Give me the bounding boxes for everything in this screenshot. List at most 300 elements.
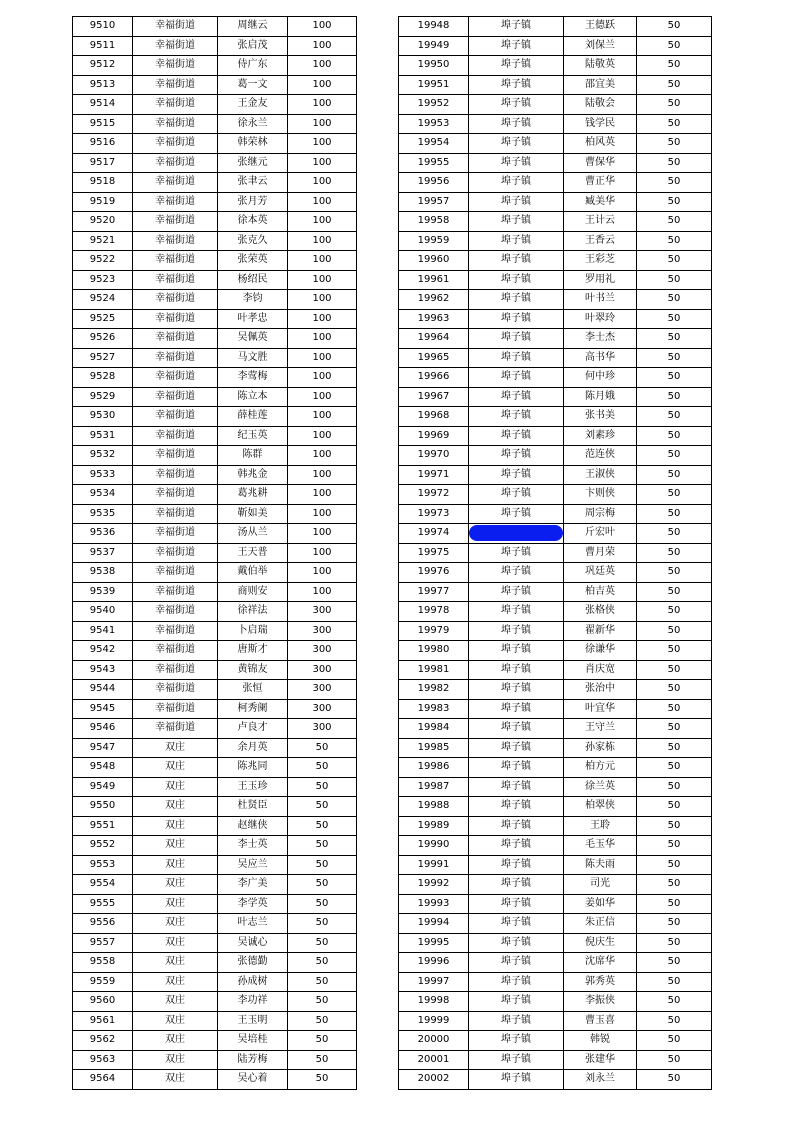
table-row: [399, 387, 712, 407]
id-cell: 9559: [73, 972, 133, 992]
region-cell: 幸福街道: [133, 17, 218, 37]
id-cell: 19951: [399, 75, 469, 95]
id-cell: 9541: [73, 621, 133, 641]
name-cell: 柏风英: [564, 134, 637, 154]
region-cell: 幸福街道: [133, 680, 218, 700]
amount-cell: 50: [288, 914, 357, 934]
name-cell: 李士英: [218, 836, 288, 856]
name-cell: 李广美: [218, 875, 288, 895]
name-cell: 钱学民: [564, 114, 637, 134]
amount-cell: 50: [637, 426, 712, 446]
region-cell: 埠子镇: [469, 75, 564, 95]
amount-cell: 50: [637, 212, 712, 232]
amount-cell: 50: [637, 602, 712, 622]
region-cell: 埠子镇: [469, 543, 564, 563]
name-cell: 翟新华: [564, 621, 637, 641]
region-cell: 双庄: [133, 1011, 218, 1031]
amount-cell: 50: [637, 1070, 712, 1090]
left-table: [72, 16, 357, 1090]
table-row: [399, 992, 712, 1012]
region-cell: 双庄: [133, 816, 218, 836]
name-cell: 张格侠: [564, 602, 637, 622]
id-cell: 19967: [399, 387, 469, 407]
table-row: [399, 36, 712, 56]
table-row: [399, 797, 712, 817]
id-cell: 19984: [399, 719, 469, 739]
id-cell: 19949: [399, 36, 469, 56]
amount-cell: 100: [288, 114, 357, 134]
table-row: [73, 972, 357, 992]
name-cell: 郭秀英: [564, 972, 637, 992]
name-cell: 张启茂: [218, 36, 288, 56]
id-cell: 19983: [399, 699, 469, 719]
id-cell: 19966: [399, 368, 469, 388]
region-cell: 埠子镇: [469, 407, 564, 427]
region-cell: 埠子镇: [469, 992, 564, 1012]
region-cell: 埠子镇: [469, 641, 564, 661]
table-row: [399, 329, 712, 349]
id-cell: 9513: [73, 75, 133, 95]
id-cell: 19965: [399, 348, 469, 368]
table-row: [399, 719, 712, 739]
table-row: [73, 953, 357, 973]
region-cell: 双庄: [133, 777, 218, 797]
table-row: [73, 543, 357, 563]
amount-cell: 50: [637, 290, 712, 310]
id-cell: 19982: [399, 680, 469, 700]
name-cell: 叶孝忠: [218, 309, 288, 329]
table-row: [73, 446, 357, 466]
table-row: [73, 134, 357, 154]
amount-cell: 50: [288, 992, 357, 1012]
amount-cell: 100: [288, 582, 357, 602]
name-cell: 柏吉英: [564, 582, 637, 602]
amount-cell: 50: [637, 56, 712, 76]
name-cell: 叶宜华: [564, 699, 637, 719]
id-cell: 9552: [73, 836, 133, 856]
id-cell: 20000: [399, 1031, 469, 1051]
table-row: [73, 309, 357, 329]
name-cell: 葛一文: [218, 75, 288, 95]
name-cell: 倪庆生: [564, 933, 637, 953]
table-row: [73, 680, 357, 700]
amount-cell: 50: [637, 192, 712, 212]
id-cell: 19990: [399, 836, 469, 856]
region-cell: 埠子镇: [469, 758, 564, 778]
table-row: [399, 894, 712, 914]
id-cell: 9557: [73, 933, 133, 953]
name-cell: 邵宜美: [564, 75, 637, 95]
table-row: [399, 1070, 712, 1090]
region-cell: 幸福街道: [133, 153, 218, 173]
id-cell: 9544: [73, 680, 133, 700]
table-row: [399, 134, 712, 154]
name-cell: 朱正信: [564, 914, 637, 934]
region-cell: 幸福街道: [133, 134, 218, 154]
amount-cell: 100: [288, 134, 357, 154]
region-cell: 双庄: [133, 797, 218, 817]
amount-cell: 50: [637, 953, 712, 973]
id-cell: 19976: [399, 563, 469, 583]
amount-cell: 50: [637, 329, 712, 349]
name-cell: 李钧: [218, 290, 288, 310]
region-cell: 埠子镇: [469, 777, 564, 797]
region-cell: 埠子镇: [469, 933, 564, 953]
name-cell: 叶翠玲: [564, 309, 637, 329]
amount-cell: 50: [637, 348, 712, 368]
region-cell: 埠子镇: [469, 426, 564, 446]
region-cell: 双庄: [133, 875, 218, 895]
amount-cell: 50: [637, 114, 712, 134]
id-cell: 19993: [399, 894, 469, 914]
name-cell: 斤宏叶: [564, 524, 637, 544]
table-row: [73, 485, 357, 505]
table-row: [399, 192, 712, 212]
id-cell: 19954: [399, 134, 469, 154]
id-cell: 9554: [73, 875, 133, 895]
amount-cell: 50: [637, 75, 712, 95]
id-cell: 9558: [73, 953, 133, 973]
region-cell: 幸福街道: [133, 485, 218, 505]
amount-cell: 50: [637, 621, 712, 641]
id-cell: 19969: [399, 426, 469, 446]
amount-cell: 50: [637, 738, 712, 758]
table-row: [73, 251, 357, 271]
name-cell: 吴心着: [218, 1070, 288, 1090]
name-cell: 李学英: [218, 894, 288, 914]
amount-cell: 300: [288, 641, 357, 661]
id-cell: 19973: [399, 504, 469, 524]
amount-cell: 50: [637, 875, 712, 895]
table-row: [399, 173, 712, 193]
id-cell: 19986: [399, 758, 469, 778]
name-cell: 徐祥法: [218, 602, 288, 622]
table-row: [399, 17, 712, 37]
region-cell: 埠子镇: [469, 680, 564, 700]
region-cell: 双庄: [133, 972, 218, 992]
id-cell: 9548: [73, 758, 133, 778]
id-cell: 19987: [399, 777, 469, 797]
amount-cell: 50: [637, 582, 712, 602]
name-cell: 徐谦华: [564, 641, 637, 661]
name-cell: 刘永兰: [564, 1070, 637, 1090]
table-row: [399, 368, 712, 388]
id-cell: 9540: [73, 602, 133, 622]
amount-cell: 300: [288, 680, 357, 700]
amount-cell: 50: [288, 953, 357, 973]
amount-cell: 50: [288, 1050, 357, 1070]
name-cell: 张克久: [218, 231, 288, 251]
amount-cell: 300: [288, 621, 357, 641]
amount-cell: 50: [288, 738, 357, 758]
amount-cell: 100: [288, 504, 357, 524]
id-cell: 9512: [73, 56, 133, 76]
name-cell: 张继元: [218, 153, 288, 173]
id-cell: 9562: [73, 1031, 133, 1051]
table-row: [399, 953, 712, 973]
region-cell: 幸福街道: [133, 114, 218, 134]
id-cell: 19985: [399, 738, 469, 758]
id-cell: 9546: [73, 719, 133, 739]
amount-cell: 50: [637, 387, 712, 407]
table-row: [399, 309, 712, 329]
name-cell: 陈夫雨: [564, 855, 637, 875]
id-cell: 9529: [73, 387, 133, 407]
name-cell: 王守兰: [564, 719, 637, 739]
id-cell: 19962: [399, 290, 469, 310]
id-cell: 9516: [73, 134, 133, 154]
region-cell: 埠子镇: [469, 173, 564, 193]
region-cell: 幸福街道: [133, 329, 218, 349]
name-cell: 王玉明: [218, 1011, 288, 1031]
region-cell: 埠子镇: [469, 563, 564, 583]
name-cell: 陈群: [218, 446, 288, 466]
amount-cell: 100: [288, 329, 357, 349]
region-cell: 幸福街道: [133, 212, 218, 232]
region-cell: 幸福街道: [133, 465, 218, 485]
id-cell: 19956: [399, 173, 469, 193]
table-row: [399, 114, 712, 134]
name-cell: 纪玉英: [218, 426, 288, 446]
id-cell: 9527: [73, 348, 133, 368]
region-cell: 双庄: [133, 894, 218, 914]
name-cell: 毛玉华: [564, 836, 637, 856]
table-row: [399, 972, 712, 992]
id-cell: 9531: [73, 426, 133, 446]
id-cell: 19974: [399, 524, 469, 544]
table-row: [399, 563, 712, 583]
region-cell: 埠子镇: [469, 621, 564, 641]
id-cell: 9555: [73, 894, 133, 914]
table-row: [73, 465, 357, 485]
id-cell: 19953: [399, 114, 469, 134]
amount-cell: 50: [637, 972, 712, 992]
id-cell: 19978: [399, 602, 469, 622]
name-cell: 柏方元: [564, 758, 637, 778]
table-row: [399, 524, 712, 544]
id-cell: 9528: [73, 368, 133, 388]
amount-cell: 50: [637, 36, 712, 56]
id-cell: 19964: [399, 329, 469, 349]
region-cell: 幸福街道: [133, 231, 218, 251]
name-cell: 汤从兰: [218, 524, 288, 544]
region-cell: 埠子镇: [469, 270, 564, 290]
name-cell: 陆敬会: [564, 95, 637, 115]
id-cell: 19981: [399, 660, 469, 680]
region-cell: 埠子镇: [469, 1070, 564, 1090]
region-cell: 埠子镇: [469, 368, 564, 388]
amount-cell: 50: [637, 816, 712, 836]
table-row: [399, 914, 712, 934]
region-cell: [469, 524, 564, 544]
amount-cell: 100: [288, 95, 357, 115]
region-cell: 幸福街道: [133, 192, 218, 212]
name-cell: 徐本英: [218, 212, 288, 232]
left-table-body: [73, 17, 357, 1090]
id-cell: 19971: [399, 465, 469, 485]
region-cell: 埠子镇: [469, 465, 564, 485]
name-cell: 徐兰英: [564, 777, 637, 797]
table-row: [73, 17, 357, 37]
name-cell: 王计云: [564, 212, 637, 232]
table-row: [73, 524, 357, 544]
table-row: [73, 368, 357, 388]
amount-cell: 50: [288, 855, 357, 875]
table-row: [73, 348, 357, 368]
amount-cell: 50: [637, 933, 712, 953]
name-cell: 吴应兰: [218, 855, 288, 875]
id-cell: 9523: [73, 270, 133, 290]
id-cell: 9511: [73, 36, 133, 56]
table-row: [399, 816, 712, 836]
table-row: [73, 329, 357, 349]
region-cell: 埠子镇: [469, 914, 564, 934]
table-row: [73, 582, 357, 602]
table-row: [399, 153, 712, 173]
name-cell: 曹月荣: [564, 543, 637, 563]
amount-cell: 50: [288, 1031, 357, 1051]
name-cell: 范连侠: [564, 446, 637, 466]
id-cell: 9517: [73, 153, 133, 173]
table-row: [399, 738, 712, 758]
name-cell: 曹玉喜: [564, 1011, 637, 1031]
table-row: [399, 1011, 712, 1031]
amount-cell: 100: [288, 192, 357, 212]
region-cell: 埠子镇: [469, 894, 564, 914]
table-row: [399, 270, 712, 290]
table-row: [73, 426, 357, 446]
amount-cell: 50: [637, 231, 712, 251]
region-cell: 埠子镇: [469, 153, 564, 173]
table-row: [399, 426, 712, 446]
region-cell: 双庄: [133, 1050, 218, 1070]
id-cell: 9530: [73, 407, 133, 427]
table-row: [73, 777, 357, 797]
table-row: [73, 36, 357, 56]
id-cell: 9524: [73, 290, 133, 310]
table-row: [73, 855, 357, 875]
amount-cell: 100: [288, 465, 357, 485]
amount-cell: 100: [288, 387, 357, 407]
amount-cell: 100: [288, 75, 357, 95]
table-row: [399, 348, 712, 368]
region-cell: 埠子镇: [469, 95, 564, 115]
amount-cell: 50: [637, 309, 712, 329]
name-cell: 王淑侠: [564, 465, 637, 485]
name-cell: 王德跃: [564, 17, 637, 37]
table-row: [399, 465, 712, 485]
region-cell: 埠子镇: [469, 875, 564, 895]
name-cell: 张建华: [564, 1050, 637, 1070]
name-cell: 吴佩英: [218, 329, 288, 349]
region-cell: 幸福街道: [133, 36, 218, 56]
amount-cell: 50: [637, 563, 712, 583]
amount-cell: 50: [288, 1011, 357, 1031]
amount-cell: 100: [288, 348, 357, 368]
table-row: [73, 153, 357, 173]
region-cell: 双庄: [133, 1031, 218, 1051]
region-cell: 幸福街道: [133, 524, 218, 544]
amount-cell: 100: [288, 407, 357, 427]
id-cell: 9534: [73, 485, 133, 505]
table-row: [399, 95, 712, 115]
table-row: [73, 738, 357, 758]
region-cell: 埠子镇: [469, 17, 564, 37]
name-cell: 马文胜: [218, 348, 288, 368]
amount-cell: 50: [637, 270, 712, 290]
amount-cell: 50: [288, 836, 357, 856]
id-cell: 9551: [73, 816, 133, 836]
table-row: [399, 758, 712, 778]
amount-cell: 300: [288, 719, 357, 739]
name-cell: 吴诚心: [218, 933, 288, 953]
table-row: [73, 407, 357, 427]
name-cell: 张恒: [218, 680, 288, 700]
id-cell: 20001: [399, 1050, 469, 1070]
amount-cell: 50: [637, 134, 712, 154]
table-row: [399, 855, 712, 875]
region-cell: 埠子镇: [469, 797, 564, 817]
name-cell: 巩廷英: [564, 563, 637, 583]
amount-cell: 100: [288, 270, 357, 290]
id-cell: 9514: [73, 95, 133, 115]
amount-cell: 50: [288, 933, 357, 953]
id-cell: 9550: [73, 797, 133, 817]
region-cell: 双庄: [133, 1070, 218, 1090]
name-cell: 李振侠: [564, 992, 637, 1012]
id-cell: 19980: [399, 641, 469, 661]
id-cell: 19996: [399, 953, 469, 973]
amount-cell: 50: [288, 797, 357, 817]
table-row: [73, 602, 357, 622]
id-cell: 9564: [73, 1070, 133, 1090]
region-cell: 埠子镇: [469, 212, 564, 232]
table-row: [73, 387, 357, 407]
table-row: [73, 816, 357, 836]
region-cell: 埠子镇: [469, 836, 564, 856]
id-cell: 9532: [73, 446, 133, 466]
region-cell: 幸福街道: [133, 407, 218, 427]
name-cell: 何中珍: [564, 368, 637, 388]
name-cell: 商则安: [218, 582, 288, 602]
region-cell: 幸福街道: [133, 543, 218, 563]
region-cell: 埠子镇: [469, 251, 564, 271]
amount-cell: 50: [637, 855, 712, 875]
id-cell: 9535: [73, 504, 133, 524]
name-cell: 陈月娥: [564, 387, 637, 407]
name-cell: 孙成树: [218, 972, 288, 992]
table-row: [73, 1011, 357, 1031]
table-row: [73, 836, 357, 856]
table-row: [399, 621, 712, 641]
region-cell: 幸福街道: [133, 563, 218, 583]
amount-cell: 50: [637, 446, 712, 466]
region-cell: 埠子镇: [469, 192, 564, 212]
region-cell: 埠子镇: [469, 329, 564, 349]
id-cell: 19948: [399, 17, 469, 37]
name-cell: 曹保华: [564, 153, 637, 173]
region-cell: 双庄: [133, 738, 218, 758]
highlighted-cell-mark: 埠子镇: [469, 525, 563, 541]
id-cell: 9525: [73, 309, 133, 329]
region-cell: 埠子镇: [469, 602, 564, 622]
id-cell: 9510: [73, 17, 133, 37]
id-cell: 19997: [399, 972, 469, 992]
name-cell: 张书美: [564, 407, 637, 427]
region-cell: 幸福街道: [133, 290, 218, 310]
region-cell: 埠子镇: [469, 36, 564, 56]
region-cell: 双庄: [133, 953, 218, 973]
